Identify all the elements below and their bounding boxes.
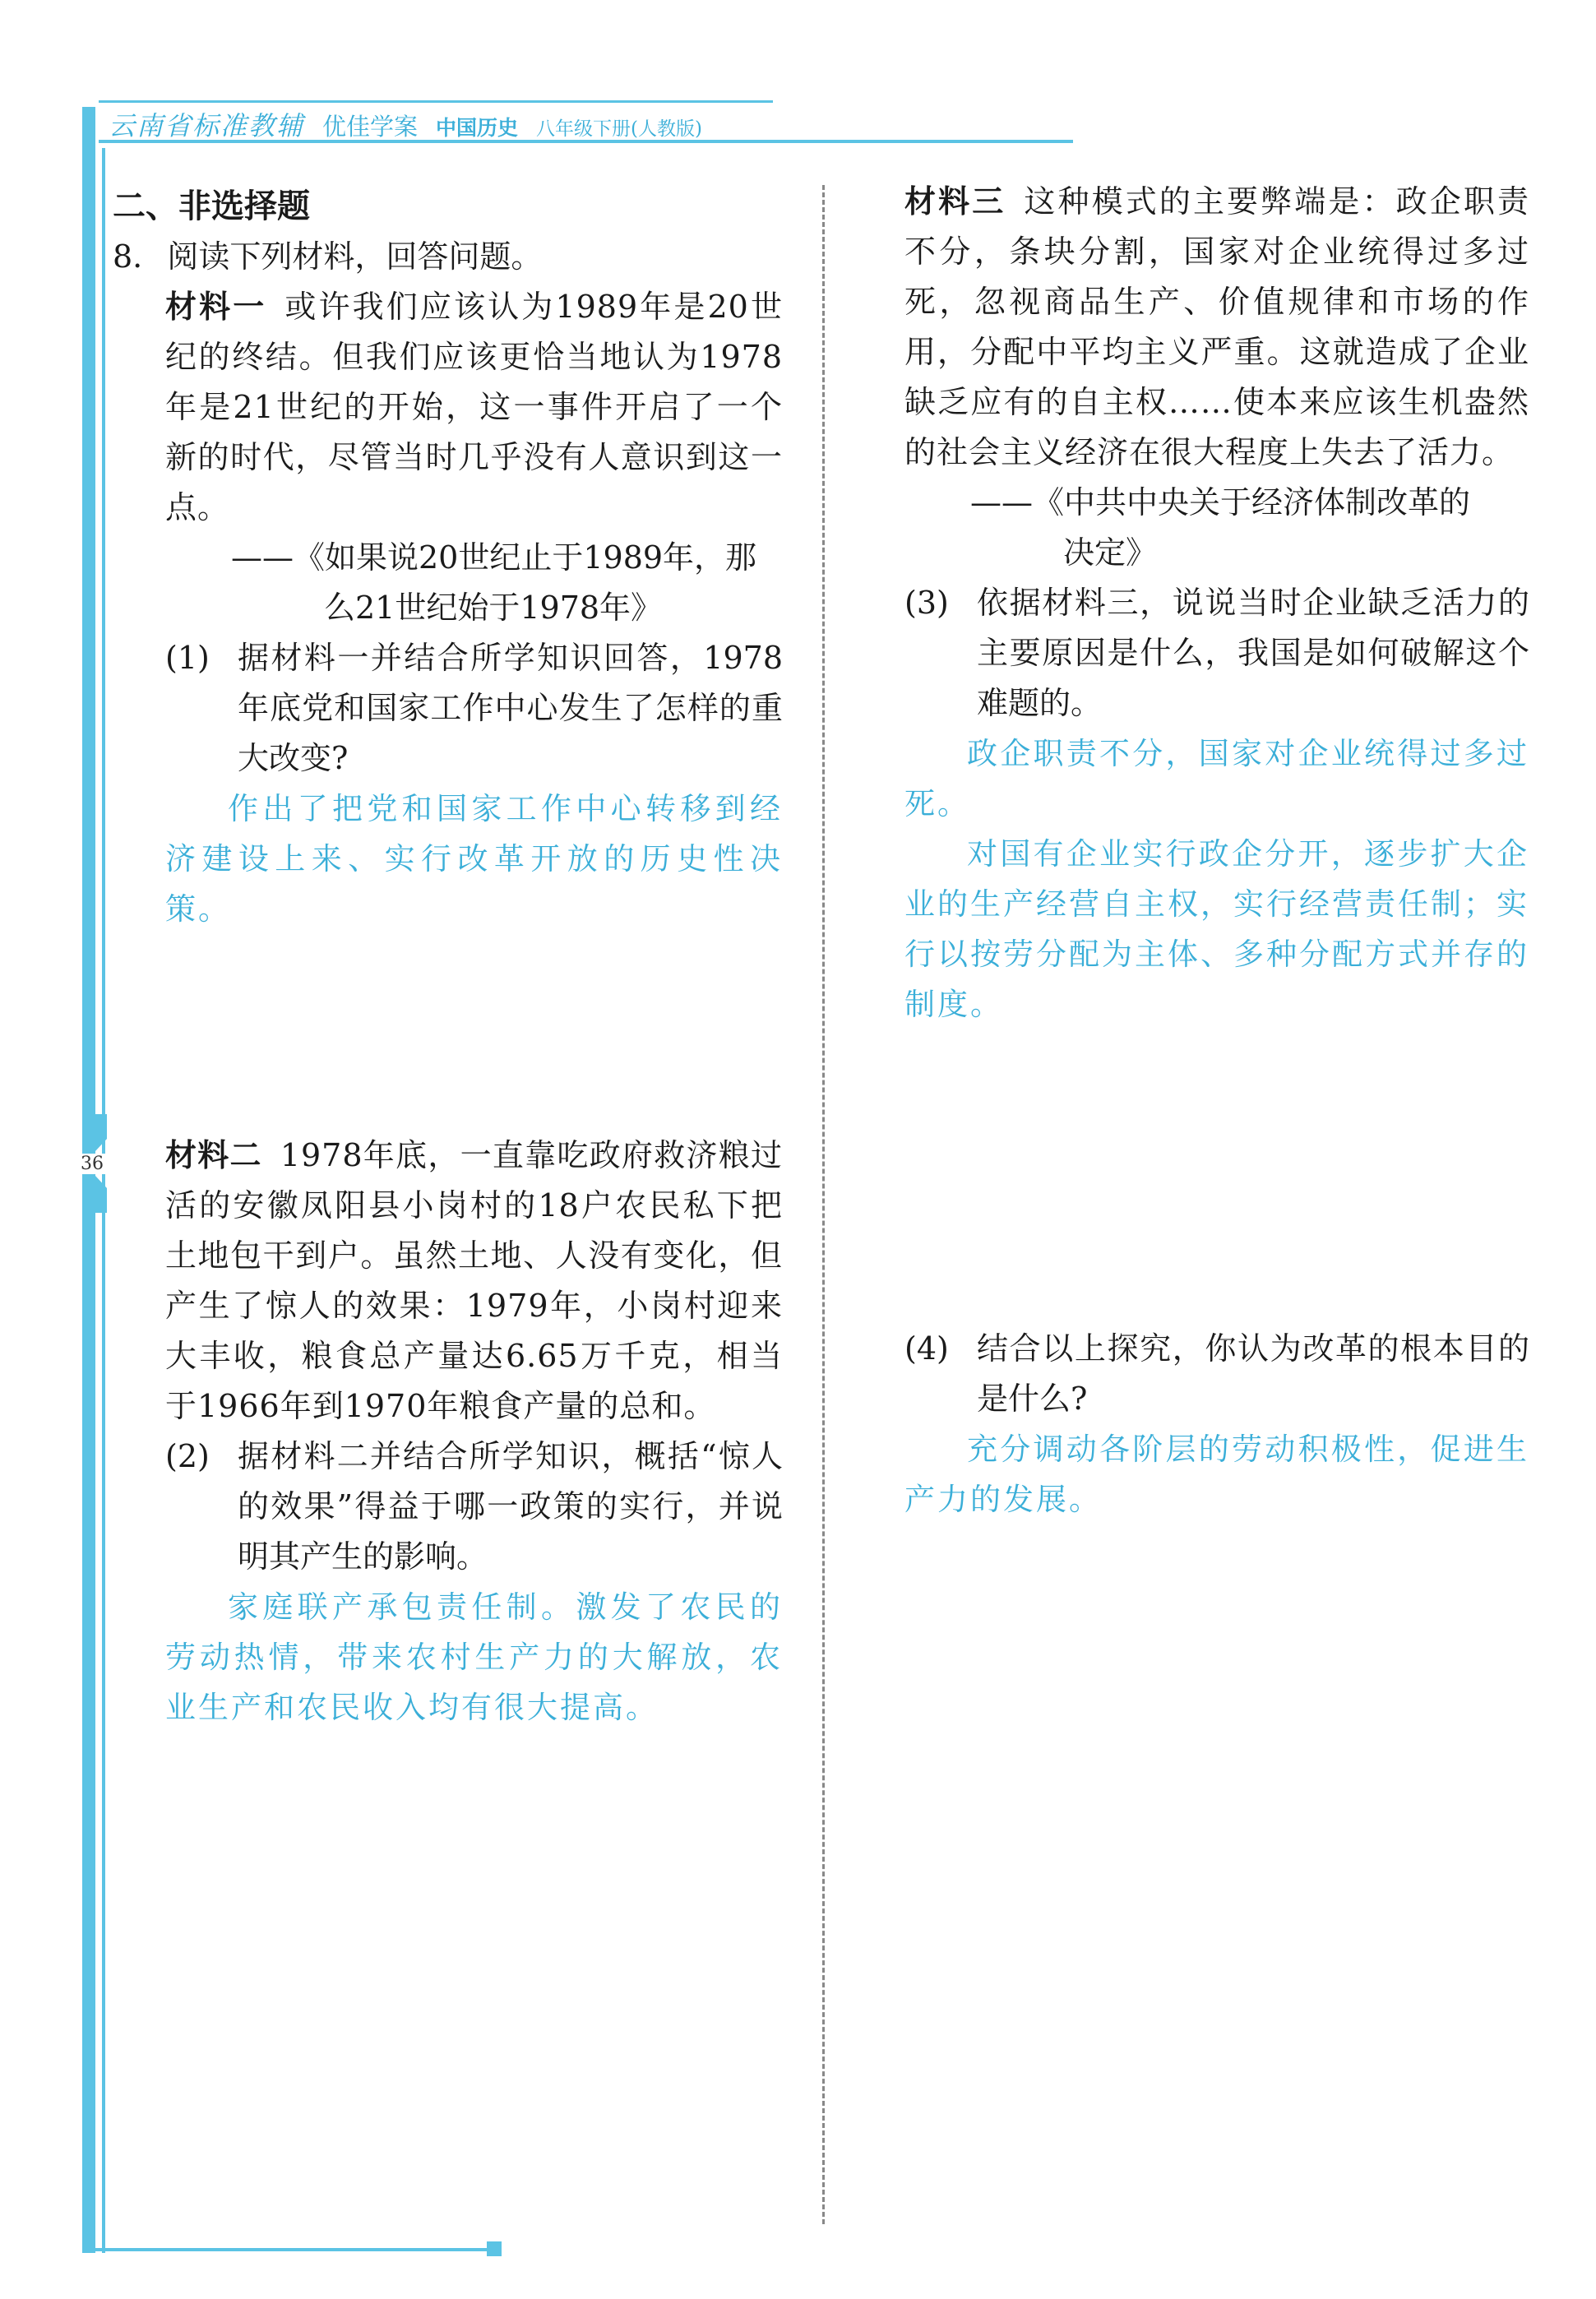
section-title: 二、非选择题 xyxy=(113,187,310,225)
material-1 xyxy=(113,282,783,934)
material-2 xyxy=(113,1131,783,1732)
question-stem-text: 阅读下列材料，回答问题。 xyxy=(167,238,543,275)
material-3-source-line1: ——《中共中央关于经济体制改革的 xyxy=(970,484,1471,520)
material-3-body xyxy=(904,177,1529,478)
sub-question-2-answer: 家庭联产承包责任制。激发了农民的劳动热情，带来农村生产力的大解放，农业生产和农民收入均有很大提高。 xyxy=(165,1589,783,1725)
material-1-source-line1: ——《如果说20世纪止于1989年，那 xyxy=(231,539,757,576)
sub-question-4-answer: 充分调动各阶层的劳动积极性，促进生产力的发展。 xyxy=(904,1432,1529,1517)
sub-question-2-text: 据材料二并结合所学知识，概括“惊人的效果”得益于哪一政策的实行，并说明其产生的影响。 xyxy=(238,1438,783,1575)
sub-question-1 xyxy=(165,633,783,784)
header-brand: 云南省标准教辅 xyxy=(109,110,305,141)
material-3-label: 材料三 xyxy=(904,183,1006,220)
sub-question-1-number: (1) xyxy=(165,640,210,676)
material-2-body xyxy=(165,1131,783,1432)
material-3-text: 这种模式的主要弊端是：政企职责不分，条块分割，国家对企业统得过多过死，忽视商品生产、价值规律和市场的作用，分配中平均主义严重。这就造成了企业缺乏应有的自主权……使本来应该生机盎然的社会主义经济在很大程度上失去了活力。 xyxy=(904,183,1529,470)
material-1-source xyxy=(165,533,783,633)
question-number: 8. xyxy=(113,238,143,275)
question-stem xyxy=(113,232,783,282)
page-number: 36 xyxy=(76,1154,109,1174)
sub-question-2-number: (2) xyxy=(165,1438,210,1474)
material-3-source-line2: 决定》 xyxy=(1063,534,1158,571)
sub-question-3 xyxy=(904,578,1529,729)
material-1-source-line2: 么21世纪始于1978年》 xyxy=(324,590,663,626)
material-1-text: 或许我们应该认为1989年是20世纪的终结。但我们应该更恰当地认为1978年是21世纪的开始，这一事件开启了一个新的时代，尽管当时几乎没有人意识到这一点。 xyxy=(165,289,783,525)
header-top-rule xyxy=(99,100,773,103)
sub-question-1-text: 据材料一并结合所学知识回答，1978年底党和国家工作中心发生了怎样的重大改变? xyxy=(238,640,783,776)
sub-question-1-answer: 作出了把党和国家工作中心转移到经济建设上来、实行改革开放的历史性决策。 xyxy=(165,791,783,927)
column-divider xyxy=(822,185,825,2224)
sub-question-3-answer-1: 政企职责不分，国家对企业统得过多过死。 xyxy=(904,736,1529,821)
material-2-text: 1978年底，一直靠吃政府救济粮过活的安徽凤阳县小岗村的18户农民私下把土地包干到户。虽然土地、人没有变化，但产生了惊人的效果：1979年，小岗村迎来大丰收，粮食总产量达6.65万千克，相当于1966年到1970年粮食产量的总和。 xyxy=(165,1137,783,1424)
sub-question-2 xyxy=(165,1432,783,1582)
sub-question-3-answer-2: 对国有企业实行政企分开，逐步扩大企业的生产经营自主权，实行经营责任制；实行以按劳分配为主体、多种分配方式并存的制度。 xyxy=(904,836,1529,1022)
right-column xyxy=(904,177,1529,1517)
header-subject: 中国历史 xyxy=(436,116,519,140)
material-2-label: 材料二 xyxy=(165,1137,262,1173)
sub-question-4-text: 结合以上探究，你认为改革的根本目的是什么? xyxy=(977,1330,1529,1417)
sub-question-4-number: (4) xyxy=(904,1330,949,1367)
sub-question-3-text: 依据材料三，说说当时企业缺乏活力的主要原因是什么，我国是如何破解这个难题的。 xyxy=(977,585,1529,721)
page-frame-bottom-line xyxy=(82,2248,493,2251)
left-column xyxy=(113,181,783,1725)
page-frame-corner-square xyxy=(487,2241,502,2256)
material-1-label: 材料一 xyxy=(165,289,267,325)
material-3-source xyxy=(904,478,1529,578)
page-header xyxy=(109,105,702,141)
material-1-body xyxy=(165,282,783,533)
sub-question-3-number: (3) xyxy=(904,585,949,621)
header-grade: 八年级下册(人教版) xyxy=(536,118,702,140)
sub-question-4-block xyxy=(904,1324,1529,1524)
header-series: 优佳学案 xyxy=(322,113,419,141)
sub-question-4 xyxy=(904,1324,1529,1424)
